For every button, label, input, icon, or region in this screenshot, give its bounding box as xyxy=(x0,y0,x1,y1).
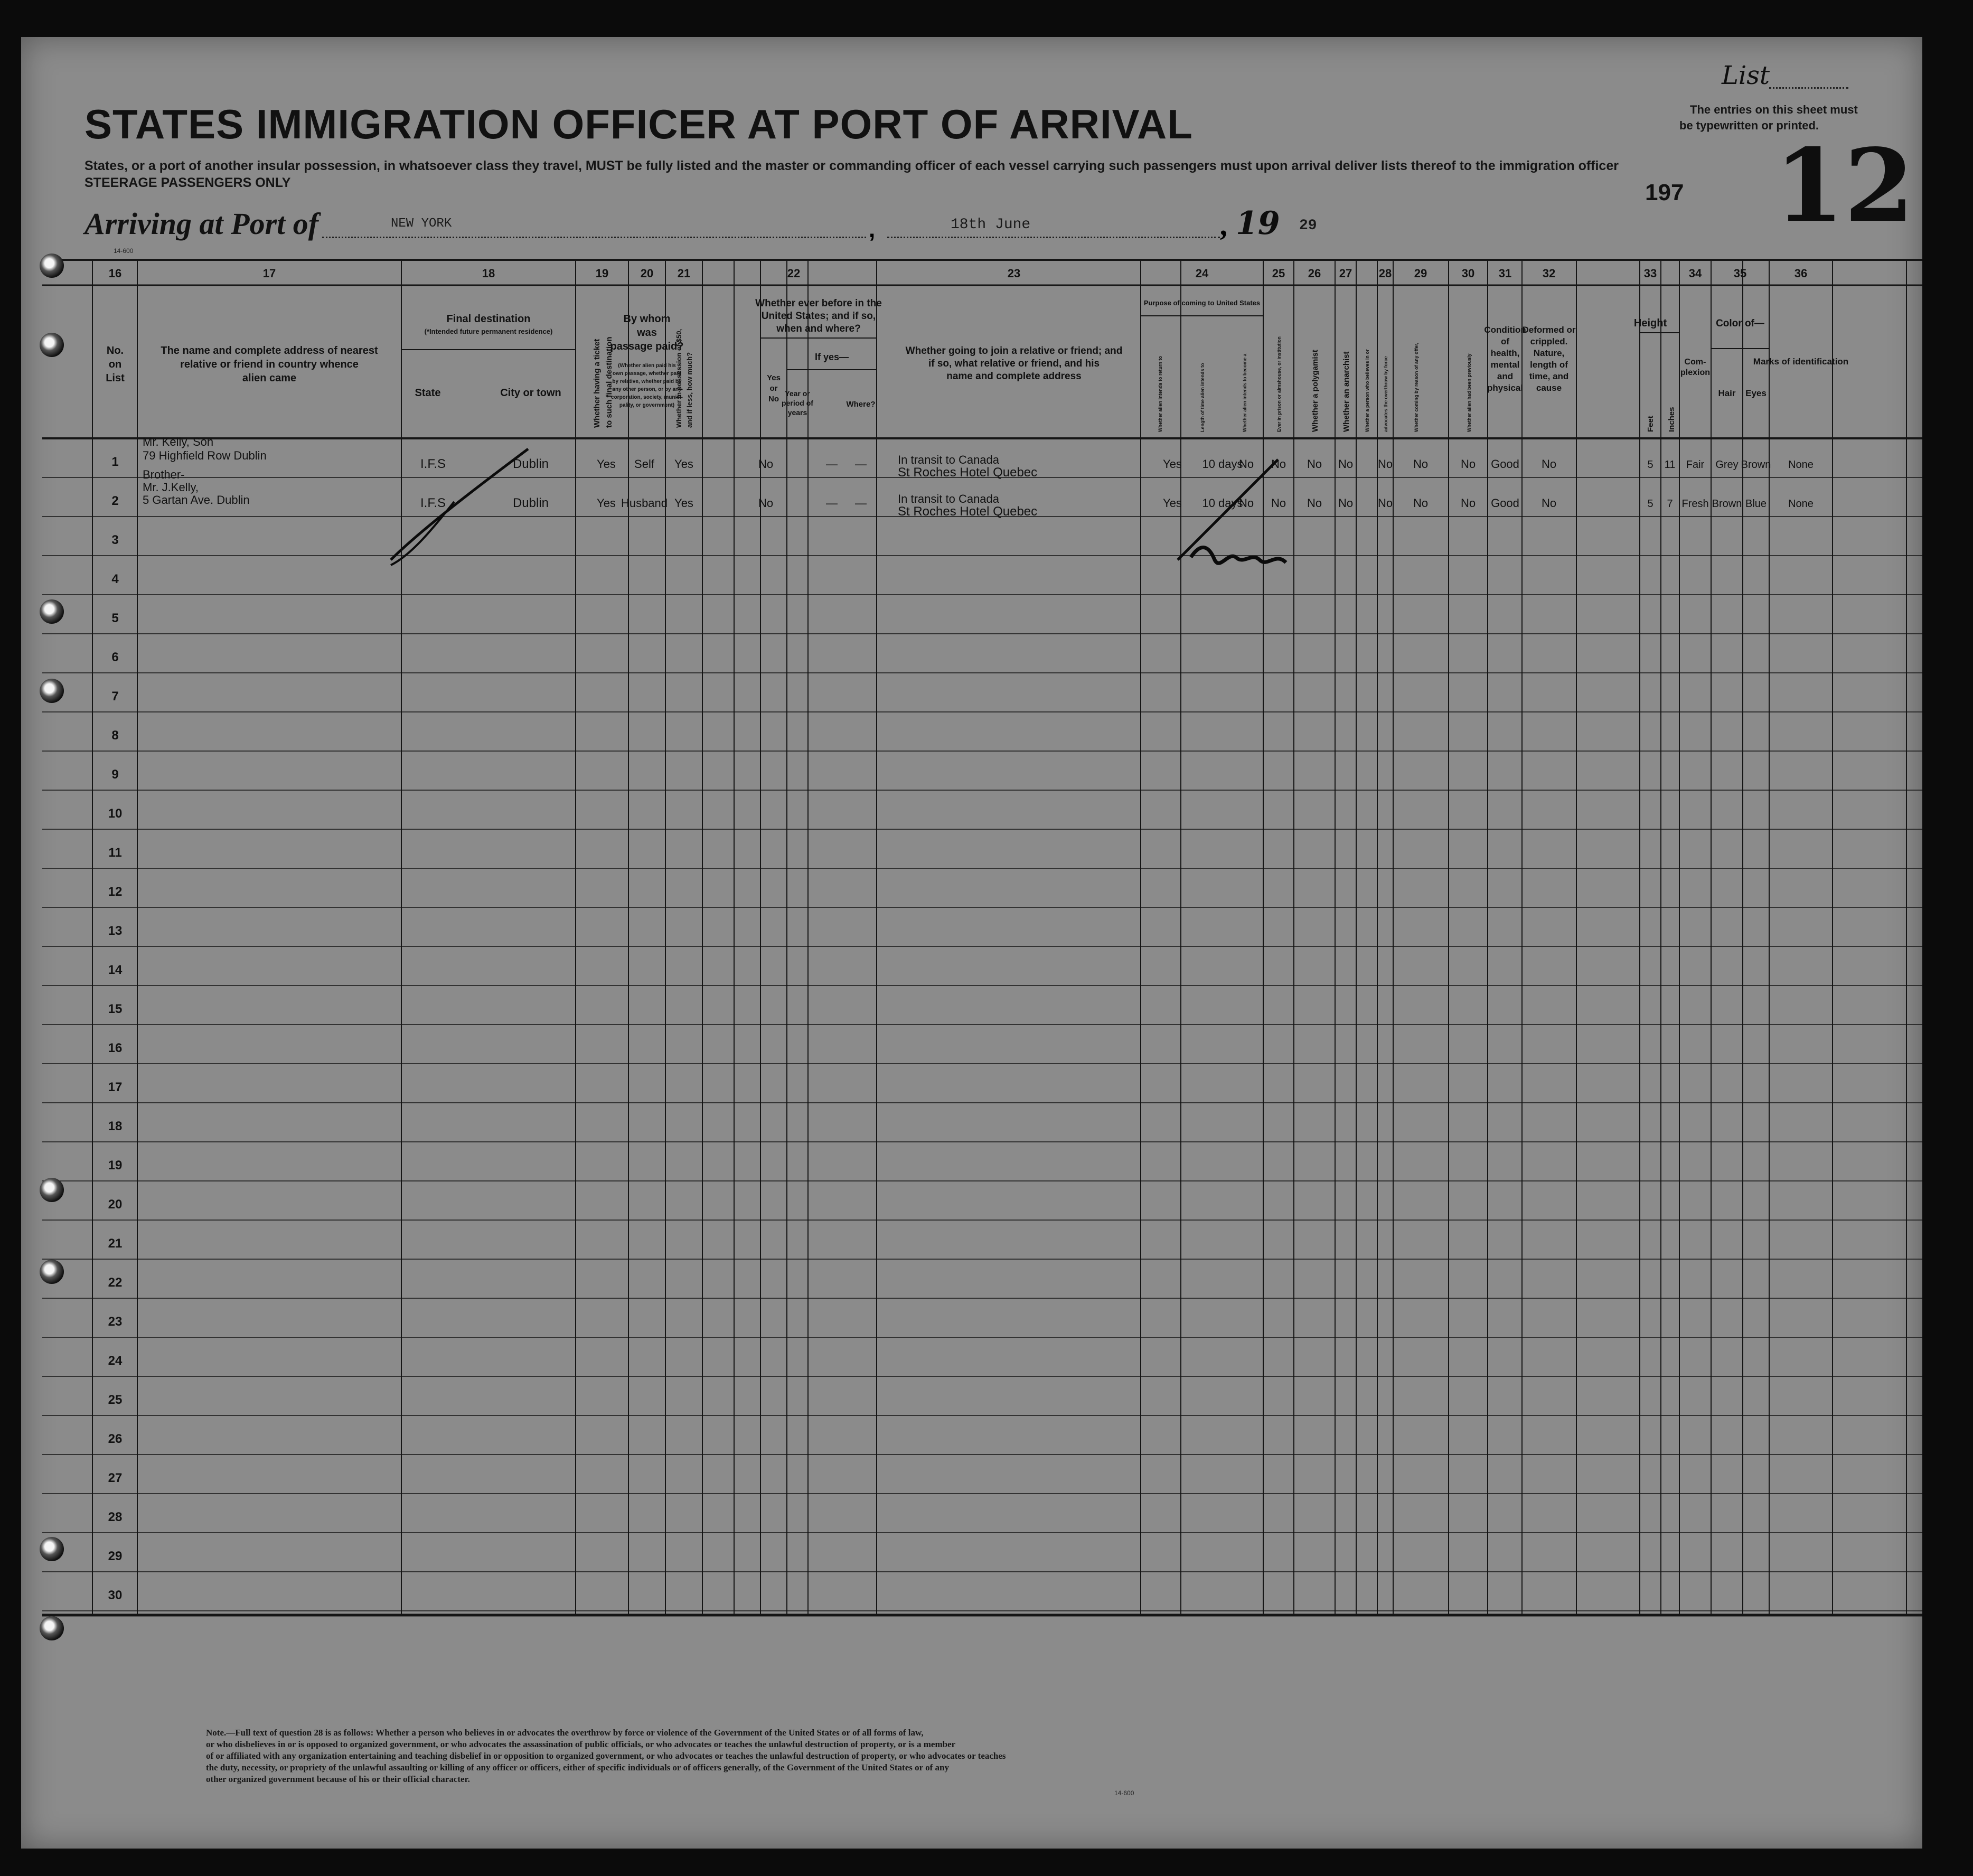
year-suffix: 29 xyxy=(1299,218,1317,234)
column-number: 27 xyxy=(1339,267,1352,280)
return-value: Yes xyxy=(1163,457,1182,471)
deported-value: No xyxy=(1460,457,1476,471)
arriving-label: Arriving at Port of xyxy=(84,207,319,241)
row-number: 8 xyxy=(111,728,119,743)
row-number: 29 xyxy=(108,1549,123,1563)
joining-value: In transit to Canada xyxy=(898,492,1000,505)
handwritten-check-mark xyxy=(391,449,528,560)
relative-name: Mr. Kelly, Son xyxy=(143,435,214,448)
punch-hole xyxy=(40,333,64,357)
header-label: years xyxy=(787,408,807,417)
row-number: 4 xyxy=(111,572,119,586)
row-number: 13 xyxy=(108,924,123,938)
row-number: 30 xyxy=(108,1588,123,1602)
header-label: Marks of identification xyxy=(1753,357,1849,367)
deformed-value: No xyxy=(1541,496,1557,510)
handwritten-scrawl xyxy=(1191,547,1286,563)
city-value: Dublin xyxy=(512,457,549,471)
column-number: 24 xyxy=(1195,267,1209,280)
hair-value: Grey xyxy=(1715,459,1739,471)
header-label: Whether alien intends to return to xyxy=(1158,355,1163,432)
inches-value: 11 xyxy=(1664,459,1676,471)
header-label: Color of— xyxy=(1716,318,1764,329)
header-label: Feet xyxy=(1646,416,1655,432)
relative-address: 79 Highfield Row Dublin xyxy=(143,449,267,462)
row-number: 23 xyxy=(108,1315,123,1329)
footnote-line: or who disbelieves in or is opposed to organized government, or who advocates the assassination of public officials, or who advocates or teaches the unlawful destruction of property, or is a member xyxy=(206,1739,956,1749)
feet-value: 5 xyxy=(1647,498,1653,510)
header-label: Condition xyxy=(1484,325,1526,335)
ever-before-value: No xyxy=(758,496,774,510)
punch-hole xyxy=(40,679,64,703)
header-label: period of xyxy=(782,399,813,407)
footnote-line: other organized government because of his or their official character. xyxy=(206,1774,470,1784)
row-number: 19 xyxy=(108,1158,123,1172)
years-value: — xyxy=(826,457,838,471)
punch-hole xyxy=(40,599,64,624)
row-number: 1 xyxy=(111,455,119,469)
footnote-code: 14-600 xyxy=(1114,1789,1134,1797)
marks-value: None xyxy=(1788,498,1814,510)
prison-value: No xyxy=(1271,457,1286,471)
header-label: Length of time alien intends to xyxy=(1200,363,1205,432)
manifest-sheet: List The entries on this sheet must be typewritten or printed. STATES IMMIGRATION OFFICER AT PORT OF ARRIVAL States, or a port of another insular possession, in whatsoever class they travel, MUST be fully listed and the master or commanding officer of each vessel carrying such passengers must upon arrival deliver lists thereof to the immigration officer STEERAGE PASSENGERS ONLY 197 12 Arriving at Port of NEW YORK , 18th June , 19 29 14-600 16 17 18 19 20 21 22 23 24 25 26 27 28 29 30 31 32 33 34 35 36 No. on List The name and complete address of nearest relative or friend in country whence alien came Final destination (*Intended future permanent residence) State City or town Whether having a ticket to such final destination By whom was passage paid? (Whether alien paid his own passage, whether paid by relative, whether paid by any other person, or by any corporation, society, munici- pality, or government) Whether in possession of $50, and if less, how much? Whether ever before in the United States; and if so, when and where? Yes or No If yes— Year or period of years Where? Whether going to join a relative or friend; and if so, what relative or friend, and his name and complete address Purpose of coming to United States Whether alien intends to return to Length of time alien intends to Whether alien intends to become a Ever in prison or almshouse, or institution Whether a polygamist Whether an anarchist Whether a person who believes in or advocates the overthrow by force Whether coming by reason of any offer, Whether alien had been previously Condition of health, mental and physical Deformed or crippled. Nature, length of time, and cause Height Feet Inches Com- plexion Color of— Hair Eyes Marks of identification 1 2 3 4 5 6 7 8 9 10 11 12 13 14 15 16 17 18 19 20 21 22 23 24 25 26 27 28 29 30 Mr. Kelly, Son 79 Highfield Row Dublin I.F.S Dublin Yes Self Yes No — — In transit to Canada St Roches Hotel Quebec Yes 10 days No No No No No No No Good No 5 11 Fair Grey Brown None Brother- Mr. J.Kelly, 5 Gartan Ave. Dublin I.F.S Dublin Yes Husband Yes No — — In transit to Canada St Roches Hotel Quebec Yes 10 days No No No No No No No Good No 5 7 Fresh Brown Blue None Note.—Full text of question 28 is as follows: Whether a person who believes in or advocates the overthrow by force or violence of the Government of the United States or of all forms of law, or who disbelieves in or is opposed to organized government, or who advocates the assassination of public officials, or who advocates or teaches the unlawful destruction of property, or is a member of or affiliated with any organization entertaining and teaching disbelief in or opposition to organized government, or who advocates or teaches the unlawful destruction of property, or who advocates or teaches the duty, necessity, or propriety of the unlawful assaulting or killing of any officer or officers, either of specific individuals or of officers generally, of the Government of the United States or of any other organized government because of his or their official character. 14-600 xyxy=(21,37,1922,1849)
q28-value: No xyxy=(1377,496,1393,510)
header-label: to such final destination xyxy=(605,336,614,428)
header-label: Yes xyxy=(767,373,781,382)
anarchist-value: No xyxy=(1338,457,1354,471)
instruction-line-1: The entries on this sheet must xyxy=(1690,103,1858,116)
punch-hole xyxy=(40,1616,64,1640)
port-value: NEW YORK xyxy=(391,217,452,231)
relative-name: Mr. J.Kelly, xyxy=(143,481,199,494)
header-label: Com- xyxy=(1684,358,1706,367)
header-label: and xyxy=(1497,371,1514,381)
length-value: 10 days xyxy=(1202,457,1243,471)
citizen-value: No xyxy=(1238,457,1254,471)
length-value: 10 days xyxy=(1202,496,1243,510)
row-number: 9 xyxy=(111,767,119,782)
row-number: 28 xyxy=(108,1510,123,1524)
column-number: 28 xyxy=(1378,267,1392,280)
footnote-line: of or affiliated with any organization entertaining and teaching disbelief in or opposition to organized government, or who advocates or teaches the unlawful destruction of property, or who advocates or teaches xyxy=(206,1751,1006,1761)
joining-value: In transit to Canada xyxy=(898,453,1000,466)
header-label: physical xyxy=(1487,383,1524,393)
row-number: 20 xyxy=(108,1197,123,1212)
ticket-value: Yes xyxy=(597,496,616,510)
relative-label: Brother- xyxy=(143,468,185,481)
list-label: List xyxy=(1722,61,1770,90)
punch-hole xyxy=(40,1178,64,1202)
row-number: 25 xyxy=(108,1393,123,1407)
header-label: (Whether alien paid his xyxy=(618,363,676,369)
header-label: Hair xyxy=(1718,388,1736,398)
header-label: Ever in prison or almshouse, or institution xyxy=(1276,336,1282,432)
column-number: 25 xyxy=(1272,267,1285,280)
header-label: or xyxy=(769,384,778,393)
header-label: Whether in possession of $50, xyxy=(675,329,683,428)
row-number: 12 xyxy=(108,885,123,899)
header-label: time, and xyxy=(1529,371,1569,381)
row-number: 6 xyxy=(111,650,119,664)
list-number: 12 xyxy=(1774,127,1914,245)
eyes-value: Brown xyxy=(1741,459,1771,471)
inches-value: 7 xyxy=(1667,498,1673,510)
complexion-value: Fresh xyxy=(1681,498,1709,510)
column-number: 17 xyxy=(262,267,276,280)
column-number: 31 xyxy=(1498,267,1512,280)
header-label: Deformed or xyxy=(1522,325,1576,335)
money-value: Yes xyxy=(674,496,693,510)
column-number: 29 xyxy=(1414,267,1427,280)
handwritten-check-mark-3 xyxy=(1178,459,1278,560)
header-label: Height xyxy=(1633,317,1667,329)
instruction-line-2: be typewritten or printed. xyxy=(1679,119,1819,132)
page-title: STATES IMMIGRATION OFFICER AT PORT OF ARRIVAL xyxy=(84,101,1193,147)
where-value: — xyxy=(855,457,867,471)
deformed-value: No xyxy=(1541,457,1557,471)
header-label: Whether going to join a relative or friend; and xyxy=(905,345,1123,357)
joining-address: St Roches Hotel Quebec xyxy=(898,504,1038,519)
row-number: 17 xyxy=(108,1080,123,1094)
steerage-label: STEERAGE PASSENGERS ONLY xyxy=(84,175,291,190)
header-label: was xyxy=(637,327,657,339)
row-number: 22 xyxy=(108,1275,123,1290)
row-number: 21 xyxy=(108,1236,123,1251)
handwriting-layer xyxy=(21,37,1922,1849)
header-label: relative or friend in country whence xyxy=(180,359,359,370)
header-label: No. xyxy=(106,345,124,357)
header-label: Where? xyxy=(846,400,876,409)
money-value: Yes xyxy=(674,457,693,471)
footnote xyxy=(206,1727,1632,1785)
row-number: 7 xyxy=(111,689,119,704)
punch-hole xyxy=(40,1260,64,1284)
header-label: United States; and if so, xyxy=(761,311,876,322)
column-number: 23 xyxy=(1007,267,1021,280)
state-value: I.F.S xyxy=(420,457,446,471)
city-value: Dublin xyxy=(512,496,549,510)
row-number: 11 xyxy=(108,846,122,860)
header-label: List xyxy=(106,372,125,384)
header-label: Whether having a ticket xyxy=(593,339,602,428)
header-label: Inches xyxy=(1667,407,1676,432)
eyes-value: Blue xyxy=(1745,498,1767,510)
anarchist-value: No xyxy=(1338,496,1354,510)
header-label: corporation, society, munici- xyxy=(611,395,683,400)
header-label: mental xyxy=(1490,360,1520,370)
header-label: advocates the overthrow by force xyxy=(1383,356,1388,432)
column-number: 32 xyxy=(1542,267,1556,280)
row-number: 14 xyxy=(108,963,123,977)
paid-by-value: Self xyxy=(634,457,654,471)
feet-value: 5 xyxy=(1647,459,1653,471)
column-number: 33 xyxy=(1643,267,1657,280)
header-label: health, xyxy=(1490,348,1520,358)
column-number: 30 xyxy=(1461,267,1475,280)
row-number: 5 xyxy=(111,611,119,625)
deported-value: No xyxy=(1460,496,1476,510)
health-value: Good xyxy=(1491,457,1519,471)
header-label: Whether ever before in the xyxy=(755,298,882,309)
header-label: when and where? xyxy=(776,323,861,334)
header-label: Whether alien intends to become a xyxy=(1242,353,1247,432)
form-number: 197 xyxy=(1645,180,1684,205)
punch-hole xyxy=(40,1537,64,1561)
header-label: length of xyxy=(1530,360,1568,370)
header-label: name and complete address xyxy=(946,371,1082,382)
health-value: Good xyxy=(1491,496,1519,510)
where-value: — xyxy=(855,496,867,510)
years-value: — xyxy=(826,496,838,510)
column-number: 18 xyxy=(482,267,495,280)
header-label: No xyxy=(768,395,779,404)
citizen-value: No xyxy=(1238,496,1254,510)
row-number: 16 xyxy=(108,1041,123,1055)
header-label: of xyxy=(1500,336,1510,346)
header-label: Year or xyxy=(785,389,810,398)
paid-by-value: Husband xyxy=(621,496,668,510)
column-number: 21 xyxy=(677,267,691,280)
row-number: 18 xyxy=(108,1119,123,1133)
header-label: Whether alien had been previously xyxy=(1467,353,1472,432)
state-value: I.F.S xyxy=(420,496,446,510)
header-label: own passage, whether paid xyxy=(612,371,682,377)
polygamist-value: No xyxy=(1307,457,1322,471)
header-label: State xyxy=(415,387,441,399)
header-label: Purpose of coming to United States xyxy=(1143,299,1261,307)
ticket-value: Yes xyxy=(597,457,616,471)
ever-before-value: No xyxy=(758,457,774,471)
row-number: 24 xyxy=(108,1354,123,1368)
header-label: if so, what relative or friend, and his xyxy=(928,358,1100,369)
hair-value: Brown xyxy=(1712,498,1742,510)
page-subtitle: States, or a port of another insular possession, in whatsoever class they travel, MUST be fully listed and the master or commanding officer of each vessel carrying such passengers must upon arrival deliver lists thereof to the immigration officer xyxy=(84,158,1619,173)
joining-address: St Roches Hotel Quebec xyxy=(898,465,1038,480)
column-number: 26 xyxy=(1308,267,1321,280)
header-label: alien came xyxy=(242,372,297,384)
header-label: Eyes xyxy=(1745,388,1767,398)
header-label: crippled. xyxy=(1530,336,1568,346)
polygamist-value: No xyxy=(1307,496,1322,510)
header-label: and if less, how much? xyxy=(685,352,693,428)
header-label: The name and complete address of nearest xyxy=(161,345,378,357)
q28-value: No xyxy=(1377,457,1393,471)
header-label: Final destination xyxy=(446,313,531,325)
header-label: Whether a polygamist xyxy=(1311,350,1320,432)
column-number: 34 xyxy=(1688,267,1702,280)
year-prefix: 19 xyxy=(1236,205,1280,242)
column-number: 16 xyxy=(108,267,122,280)
header-label: pality, or government) xyxy=(619,402,675,408)
complexion-value: Fair xyxy=(1686,459,1705,471)
q29-value: No xyxy=(1413,457,1429,471)
header-label: plexion xyxy=(1680,368,1711,377)
header-label: passage paid? xyxy=(610,341,684,352)
footnote-line: the duty, necessity, or propriety of the unlawful assaulting or killing of any officer or officers, either of specific individuals or of officers generally, of the Government of the United States or of any xyxy=(206,1762,949,1772)
header-label: Whether a person who believes in or xyxy=(1365,349,1370,432)
header-label: any other person, or by any xyxy=(612,387,682,392)
header-label: By whom xyxy=(623,313,671,325)
header-label: City or town xyxy=(500,387,561,399)
row-number: 26 xyxy=(108,1432,123,1446)
row-number: 27 xyxy=(108,1471,123,1485)
row-number: 10 xyxy=(108,806,123,821)
header-label: Whether coming by reason of any offer, xyxy=(1414,342,1419,432)
marks-value: None xyxy=(1788,459,1814,471)
form-code-small: 14-600 xyxy=(114,247,134,255)
footnote-line: Note.—Full text of question 28 is as follows: Whether a person who believes in or advocates the overthrow by force or violence of the Government of the United States or of all forms of law, xyxy=(206,1728,924,1738)
row-number: 3 xyxy=(111,533,119,547)
header-label: Nature, xyxy=(1533,348,1565,358)
header-label: cause xyxy=(1536,383,1562,393)
handwritten-check-mark-2 xyxy=(391,502,454,565)
q29-value: No xyxy=(1413,496,1429,510)
column-number: 36 xyxy=(1794,267,1808,280)
column-number: 22 xyxy=(787,267,801,280)
header-label: If yes— xyxy=(814,352,849,362)
punch-hole xyxy=(40,254,64,278)
row-number: 15 xyxy=(108,1002,123,1016)
row-number: 2 xyxy=(111,494,119,508)
header-label: on xyxy=(108,359,122,370)
header-label: (*Intended future permanent residence) xyxy=(424,327,553,335)
column-number: 19 xyxy=(595,267,609,280)
date-value: 18th June xyxy=(951,217,1031,233)
column-number: 35 xyxy=(1733,267,1747,280)
relative-address: 5 Gartan Ave. Dublin xyxy=(143,493,250,506)
prison-value: No xyxy=(1271,496,1286,510)
return-value: Yes xyxy=(1163,496,1182,510)
column-number: 20 xyxy=(640,267,654,280)
header-label: by relative, whether paid by xyxy=(612,379,682,384)
header-label: Whether an anarchist xyxy=(1342,351,1351,432)
